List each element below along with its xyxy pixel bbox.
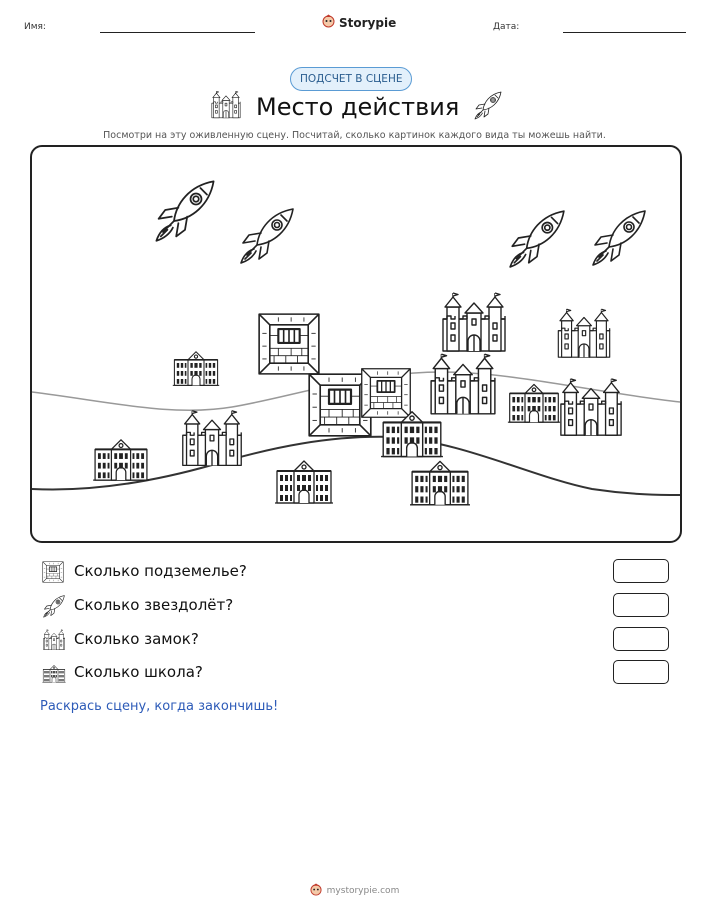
name-label: Имя: <box>24 22 46 32</box>
castle-icon <box>42 629 66 655</box>
storypie-logo-icon <box>322 13 335 32</box>
rocket-icon <box>593 211 645 265</box>
school-icon <box>508 384 560 422</box>
school-icon <box>173 352 219 386</box>
school-icon <box>381 412 443 457</box>
question-row <box>40 626 672 654</box>
dungeon-icon <box>259 314 319 374</box>
school-icon <box>275 461 333 503</box>
question-text: Сколько подземелье? <box>74 562 247 580</box>
castle-icon <box>561 379 621 435</box>
rocket-icon <box>241 209 293 263</box>
storypie-logo-icon <box>310 881 322 900</box>
school-icon <box>93 440 149 480</box>
scene-panel <box>30 145 682 543</box>
dungeon-icon <box>362 369 411 418</box>
page-title: Место действия <box>256 93 460 121</box>
date-label: Дата: <box>493 22 520 32</box>
castle-icon <box>210 91 242 123</box>
rocket-icon <box>42 594 66 622</box>
school-icon <box>410 461 470 504</box>
footer-url[interactable]: mystorypie.com <box>326 885 400 896</box>
question-row <box>40 558 672 586</box>
name-line[interactable] <box>100 32 255 33</box>
question-text: Сколько замок? <box>74 630 199 648</box>
brand-name: Storypie <box>339 15 397 30</box>
question-text: Сколько школа? <box>74 663 203 681</box>
category-badge: ПОДСЧЕТ В СЦЕНЕ <box>290 67 412 91</box>
brand-logo <box>322 13 396 32</box>
answer-box[interactable] <box>613 593 669 617</box>
castle-icon <box>558 309 609 357</box>
closing-note: Раскрась сцену, когда закончишь! <box>40 699 279 714</box>
castle-icon <box>183 411 241 466</box>
rocket-icon <box>156 181 213 240</box>
instructions: Посмотри на эту оживленную сцену. Посчитай, сколько картинок каждого вида ты можешь найти. <box>103 130 606 141</box>
scene-illustration <box>32 147 680 541</box>
castle-icon <box>443 293 505 351</box>
question-row <box>40 659 672 687</box>
answer-box[interactable] <box>613 559 669 583</box>
castle-icon <box>431 354 495 414</box>
rocket-icon <box>473 90 503 124</box>
answer-box[interactable] <box>613 660 669 684</box>
question-row <box>40 592 672 620</box>
question-text: Сколько звездолёт? <box>74 596 234 614</box>
date-line[interactable] <box>563 32 686 33</box>
school-icon <box>42 663 66 687</box>
dungeon-icon <box>42 561 64 587</box>
rocket-icon <box>510 211 564 267</box>
footer <box>0 881 709 900</box>
title-row <box>210 90 503 124</box>
answer-box[interactable] <box>613 627 669 651</box>
